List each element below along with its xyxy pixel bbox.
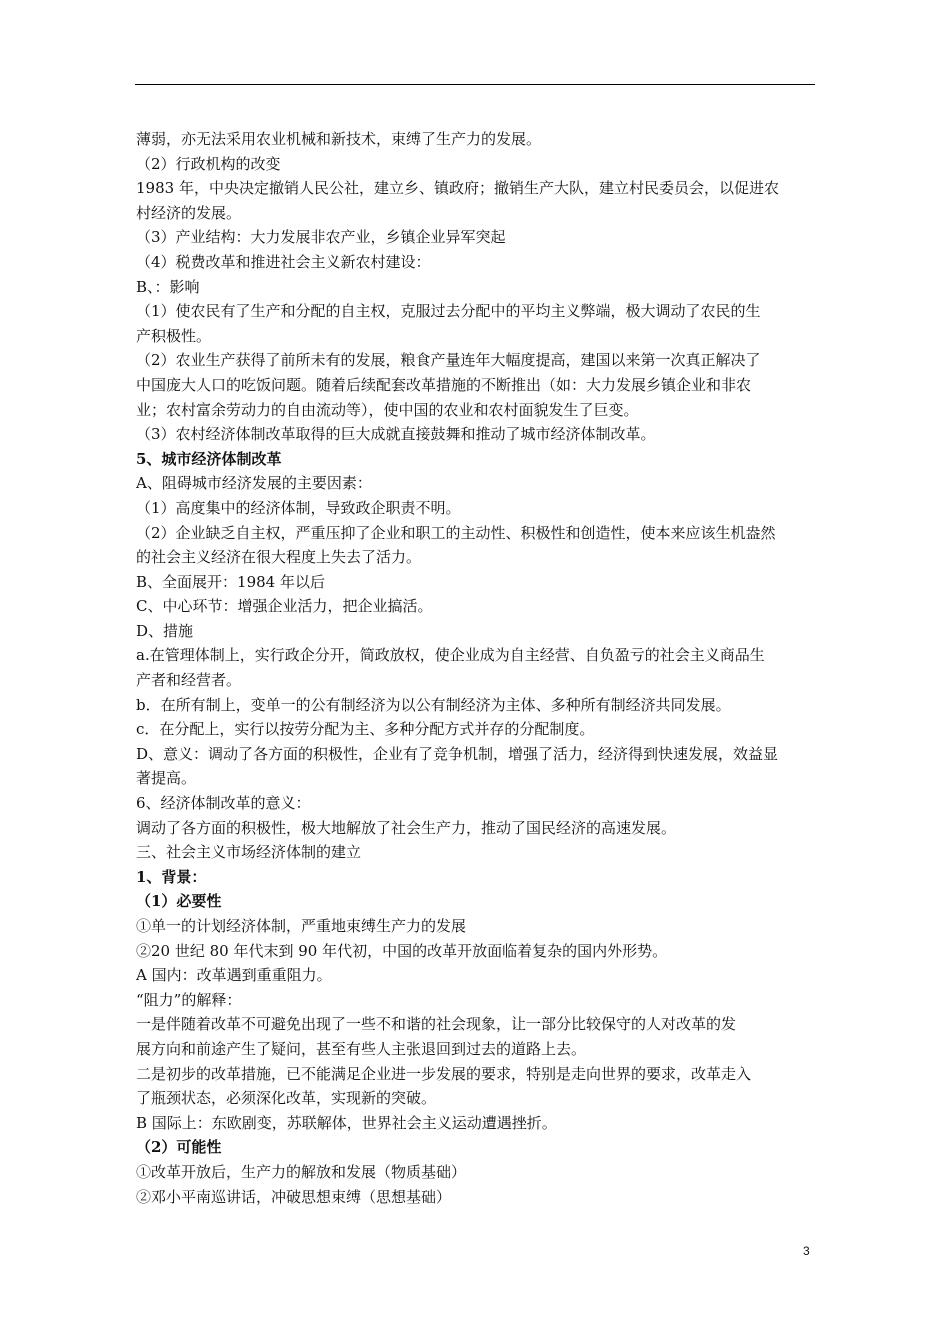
text-line: D、意义：调动了各方面的积极性，企业有了竞争机制，增强了活力，经济得到快速发展，效益显 — [136, 744, 779, 763]
text-line: 了瓶颈状态，必须深化改革，实现新的突破。 — [136, 1089, 437, 1108]
text-line: c．在分配上，实行以按劳分配为主、多种分配方式并存的分配制度。 — [136, 720, 595, 739]
text-line: （3）农村经济体制改革取得的巨大成就直接鼓舞和推动了城市经济体制改革。 — [136, 425, 656, 444]
text-line: （3）产业结构：大力发展非农产业，乡镇企业异军突起 — [136, 228, 506, 247]
text-line: 业；农村富余劳动力的自由流动等），使中国的农业和农村面貌发生了巨变。 — [136, 400, 639, 419]
text-line: B、：影响 — [136, 277, 200, 296]
section-heading: （2）可能性 — [136, 1138, 222, 1157]
text-line: ①改革开放后，生产力的解放和发展（物质基础） — [136, 1162, 467, 1181]
text-line: 调动了各方面的积极性，极大地解放了社会生产力，推动了国民经济的高速发展。 — [136, 818, 677, 837]
text-line: B、全面展开：1984 年以后 — [136, 572, 325, 591]
text-line: ②邓小平南巡讲话，冲破思想束缚（思想基础） — [136, 1187, 452, 1206]
text-line: （2）行政机构的改变 — [136, 154, 281, 173]
text-line: A、阻碍城市经济发展的主要因素： — [136, 474, 372, 493]
text-line: A 国内：改革遇到重重阻力。 — [136, 966, 332, 985]
text-line: 村经济的发展。 — [136, 203, 242, 222]
text-line: 一是伴随着改革不可避免出现了一些不和谐的社会现象，让一部分比较保守的人对改革的发 — [136, 1015, 737, 1034]
text-line: 中国庞大人口的吃饭问题。随着后续配套改革措施的不断推出（如：大力发展乡镇企业和非农 — [136, 375, 752, 394]
section-heading: 1、背景： — [136, 867, 207, 886]
text-line: 三、社会主义市场经济体制的建立 — [136, 843, 362, 862]
document-body — [136, 127, 816, 1209]
text-line: ①单一的计划经济体制，严重地束缚生产力的发展 — [136, 917, 467, 935]
text-line: （2）企业缺乏自主权，严重压抑了企业和职工的主动性、积极性和创造性，使本来应该生机盎然 — [136, 523, 776, 542]
text-line: 展方向和前途产生了疑问，甚至有些人主张退回到过去的道路上去。 — [136, 1039, 587, 1058]
text-line: （2）农业生产获得了前所未有的发展，粮食产量连年大幅度提高，建国以来第一次真正解决了 — [136, 351, 761, 370]
text-line: C、中心环节：增强企业活力，把企业搞活。 — [136, 597, 433, 616]
text-line: 的社会主义经济在很大程度上失去了活力。 — [136, 548, 422, 567]
page-number: 3 — [803, 1244, 810, 1258]
text-line: b．在所有制上，变单一的公有制经济为以公有制经济为主体、多种所有制经济共同发展。 — [136, 695, 731, 714]
text-line: 产者和经营者。 — [136, 671, 242, 690]
text-line: B 国际上：东欧剧变，苏联解体，世界社会主义运动遭遇挫折。 — [136, 1113, 557, 1132]
text-line: ②20 世纪 80 年代末到 90 年代初，中国的改革开放面临着复杂的国内外形势。 — [136, 941, 668, 960]
text-line: 薄弱，亦无法采用农业机械和新技术，束缚了生产力的发展。 — [136, 130, 542, 148]
section-heading: 5、城市经济体制改革 — [136, 449, 282, 468]
text-line: （1）使农民有了生产和分配的自主权，克服过去分配中的平均主义弊端，极大调动了农民的生 — [136, 302, 761, 321]
text-line: 1983 年，中央决定撤销人民公社，建立乡、镇政府；撤销生产大队，建立村民委员会，以促进农 — [136, 179, 779, 198]
text-line: （1）高度集中的经济体制，导致政企职责不明。 — [136, 498, 461, 517]
header-rule — [135, 84, 815, 85]
text-line: 产积极性。 — [136, 326, 212, 345]
text-line: “阻力”的解释： — [136, 990, 242, 1009]
text-line: 二是初步的改革措施，已不能满足企业进一步发展的要求，特别是走向世界的要求，改革走入 — [136, 1064, 752, 1083]
text-line: a.在管理体制上，实行政企分开，简政放权，使企业成为自主经营、自负盈亏的社会主义商品生 — [136, 646, 765, 665]
text-line: D、措施 — [136, 621, 194, 640]
section-heading: （1）必要性 — [136, 892, 222, 911]
text-line: 6、经济体制改革的意义： — [136, 794, 311, 813]
text-line: （4）税费改革和推进社会主义新农村建设： — [136, 252, 431, 271]
text-line: 著提高。 — [136, 769, 197, 788]
